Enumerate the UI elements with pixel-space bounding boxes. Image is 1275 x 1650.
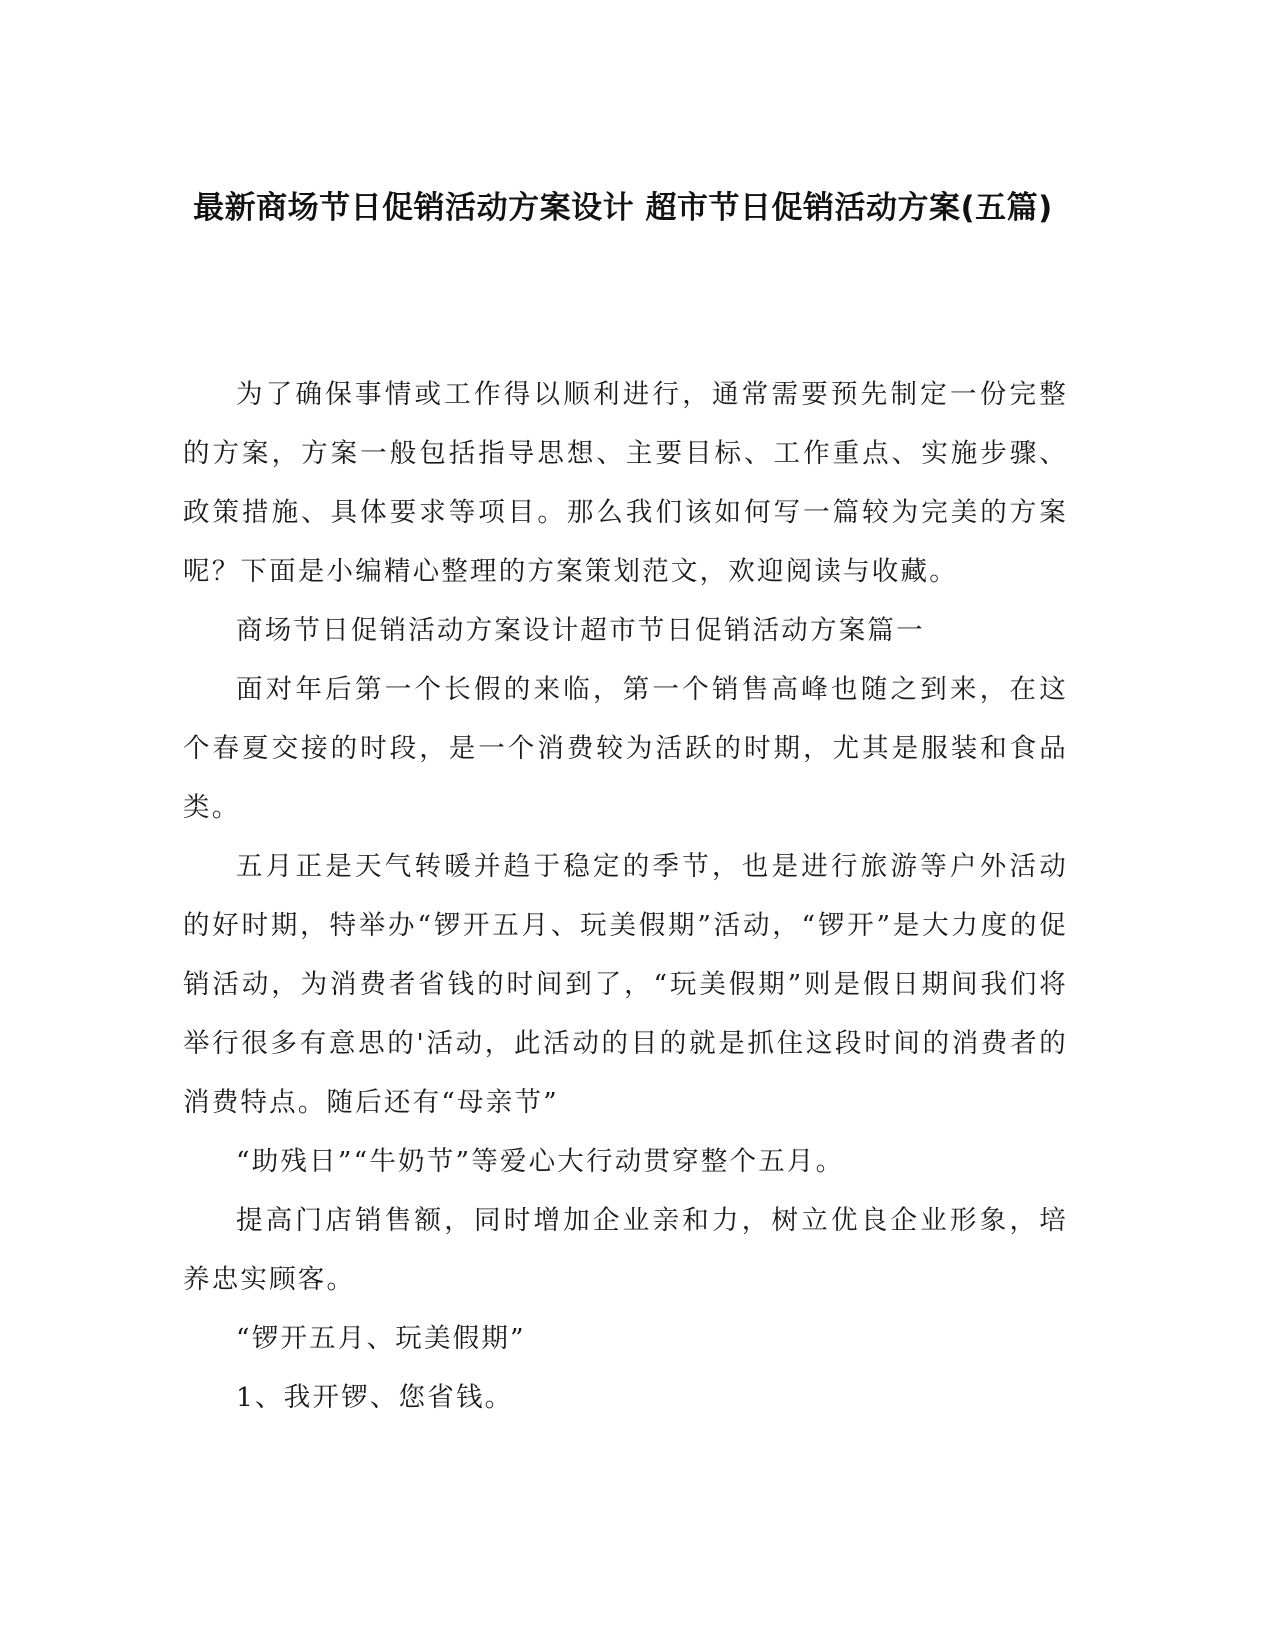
paragraph: 五月正是天气转暖并趋于稳定的季节，也是进行旅游等户外活动的好时期，特举办“锣开五月、玩美假期”活动，“锣开”是大力度的促销活动，为消费者省钱的时间到了，“玩美假期”则是假日期间我们将举行很多有意思的'活动，此活动的目的就是抓住这段时间的消费者的消费特点。随后还有“母亲节” (183, 851, 1068, 1118)
paragraph-intro: 为了确保事情或工作得以顺利进行，通常需要预先制定一份完整的方案，方案一般包括指导思想、主要目标、工作重点、实施步骤、政策措施、具体要求等项目。那么我们该如何写一篇较为完美的方案呢？下面是小编精心整理的方案策划范文，欢迎阅读与收藏。 (183, 379, 1068, 587)
paragraph: 1、我开锣、您省钱。 (236, 1382, 514, 1413)
paragraph: 面对年后第一个长假的来临，第一个销售高峰也随之到来，在这个春夏交接的时段，是一个消费较为活跃的时期，尤其是服装和食品类。 (183, 674, 1068, 823)
document-body (183, 365, 1068, 1427)
paragraph: “锣开五月、玩美假期” (236, 1323, 526, 1354)
document-title: 最新商场节日促销活动方案设计 超市节日促销活动方案(五篇) (193, 190, 1053, 226)
paragraph: 提高门店销售额，同时增加企业亲和力，树立优良企业形象，培养忠实顾客。 (183, 1205, 1068, 1295)
paragraph-section-heading: 商场节日促销活动方案设计超市节日促销活动方案篇一 (236, 615, 925, 646)
paragraph: “助残日”“牛奶节”等爱心大行动贯穿整个五月。 (236, 1146, 845, 1177)
